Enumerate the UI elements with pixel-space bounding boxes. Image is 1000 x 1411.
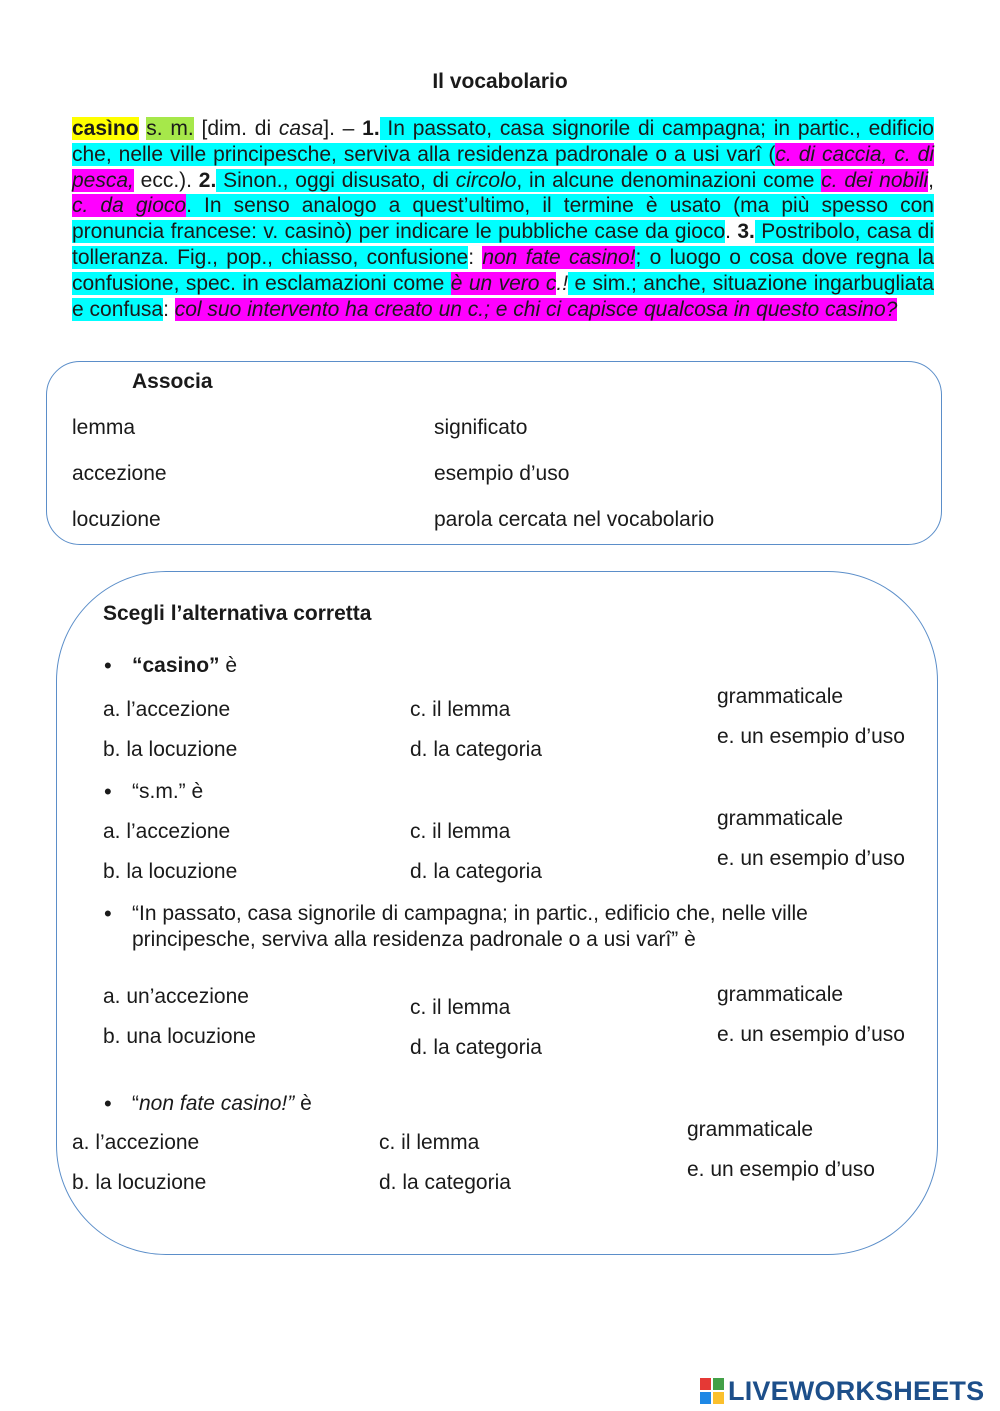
q1-option-c[interactable]: c. il lemma [410, 698, 511, 721]
q2-option-d-continued[interactable]: grammaticale [717, 807, 844, 830]
associa-term-accezione[interactable]: accezione [72, 462, 167, 485]
q4-option-d-continued[interactable]: grammaticale [687, 1118, 814, 1141]
logo-text: LIVEWORKSHEETS [728, 1375, 985, 1406]
question-3-line-2: principesche, serviva alla residenza padronale o a usi varî” è [132, 928, 696, 951]
q4-option-a[interactable]: a. l’accezione [72, 1131, 200, 1154]
question-1: “casino” è [132, 654, 238, 677]
q3-option-d[interactable]: d. la categoria [410, 1036, 542, 1059]
question-2: “s.m.” è [132, 780, 204, 803]
q4-option-c[interactable]: c. il lemma [379, 1131, 480, 1154]
q3-option-c[interactable]: c. il lemma [410, 996, 511, 1019]
sense-number-2: 2. [198, 168, 217, 192]
sense-3: Postribolo, casa di tolleranza. Fig., pop., chiasso, confusione [72, 220, 934, 269]
q1-option-e[interactable]: e. un esempio d’uso [717, 725, 905, 748]
q4-option-b[interactable]: b. la locuzione [72, 1171, 207, 1194]
example-1: c. di caccia, c. di pesca, [72, 142, 934, 192]
q4-option-d[interactable]: d. la categoria [379, 1171, 511, 1194]
q1-option-a[interactable]: a. l’accezione [103, 698, 231, 721]
bullet-icon: • [104, 653, 112, 678]
logo-blocks-icon [700, 1378, 724, 1404]
bullet-icon: • [104, 1091, 112, 1116]
q3-option-d-continued[interactable]: grammaticale [717, 983, 844, 1006]
sense-2: Sinon., oggi disusato, di circolo, in alcune denominazioni come [216, 168, 822, 192]
q3-option-e[interactable]: e. un esempio d’uso [717, 1023, 905, 1046]
q3-option-b[interactable]: b. una locuzione [103, 1025, 256, 1048]
associa-def-esempio[interactable]: esempio d’uso [434, 462, 570, 485]
q2-option-e[interactable]: e. un esempio d’uso [717, 847, 905, 870]
sense-1: In passato, casa signorile di campagna; in partic., edificio che, nelle ville principesche, serviva alla residenza padronale o a usi varî [72, 117, 934, 166]
headword: casìno [72, 117, 139, 140]
etymology: [dim. di casa]. – [193, 117, 363, 140]
associa-term-locuzione[interactable]: locuzione [72, 508, 161, 531]
q2-option-a[interactable]: a. l’accezione [103, 820, 231, 843]
part-of-speech: s. m. [146, 117, 194, 140]
example-4: non fate casino! [482, 245, 636, 269]
bullet-icon: • [104, 901, 112, 926]
liveworksheets-logo[interactable] [700, 1374, 984, 1408]
bullet-icon: • [104, 779, 112, 804]
example-5: è un vero c [450, 271, 557, 295]
dictionary-entry: casìno s. m. [dim. di casa]. – 1. In passato, casa signorile di campagna; in partic., edificio che, nelle ville principesche, serviva alla residenza padronale o a usi varî (c. di caccia, c. di pesca, ecc.). 2. Sinon., oggi disusato, di circolo, in alcune denominazioni come c. dei nobili, c. da gioco. In senso analogo a quest’ultimo, il termine è usato (ma più spesso con pronuncia francese: v. casinò) per indicare le pubbliche case da gioco. 3. Postribolo, casa di tolleranza. Fig., pop., chiasso, confusione: non fate casino!; o luogo o cosa dove regna la confusione, spec. in esclamazioni come è un vero c.! e sim.; anche, situazione ingarbugliata e confusa: col suo intervento ha creato un c.; e chi ci capisce qualcosa in questo casino? [72, 117, 935, 321]
sense-number-3: 3. [737, 220, 755, 244]
associa-def-parola[interactable]: parola cercata nel vocabolario [434, 508, 715, 531]
associa-term-lemma[interactable]: lemma [72, 416, 136, 439]
q2-option-d[interactable]: d. la categoria [410, 860, 542, 883]
scegli-heading: Scegli l’alternativa corretta [103, 602, 372, 625]
associa-heading: Associa [132, 370, 213, 393]
q4-option-e[interactable]: e. un esempio d’uso [687, 1158, 875, 1181]
sense-number-1: 1. [362, 117, 380, 140]
q1-option-b[interactable]: b. la locuzione [103, 738, 238, 761]
page-title: Il vocabolario [432, 70, 568, 93]
example-3: c. da gioco [72, 194, 187, 218]
associa-def-significato[interactable]: significato [434, 416, 528, 439]
q1-option-d[interactable]: d. la categoria [410, 738, 542, 761]
example-2: c. dei nobili [821, 168, 929, 192]
q1-option-d-continued[interactable]: grammaticale [717, 685, 844, 708]
question-4: “non fate casino!” è [132, 1092, 312, 1115]
q2-option-c[interactable]: c. il lemma [410, 820, 511, 843]
question-3-line-1: “In passato, casa signorile di campagna; in partic., edificio che, nelle ville [132, 902, 808, 925]
example-6: col suo intervento ha creato un c.; e chi ci capisce qualcosa in questo casino? [174, 297, 898, 321]
q2-option-b[interactable]: b. la locuzione [103, 860, 238, 883]
q3-option-a[interactable]: a. un’accezione [103, 985, 249, 1008]
